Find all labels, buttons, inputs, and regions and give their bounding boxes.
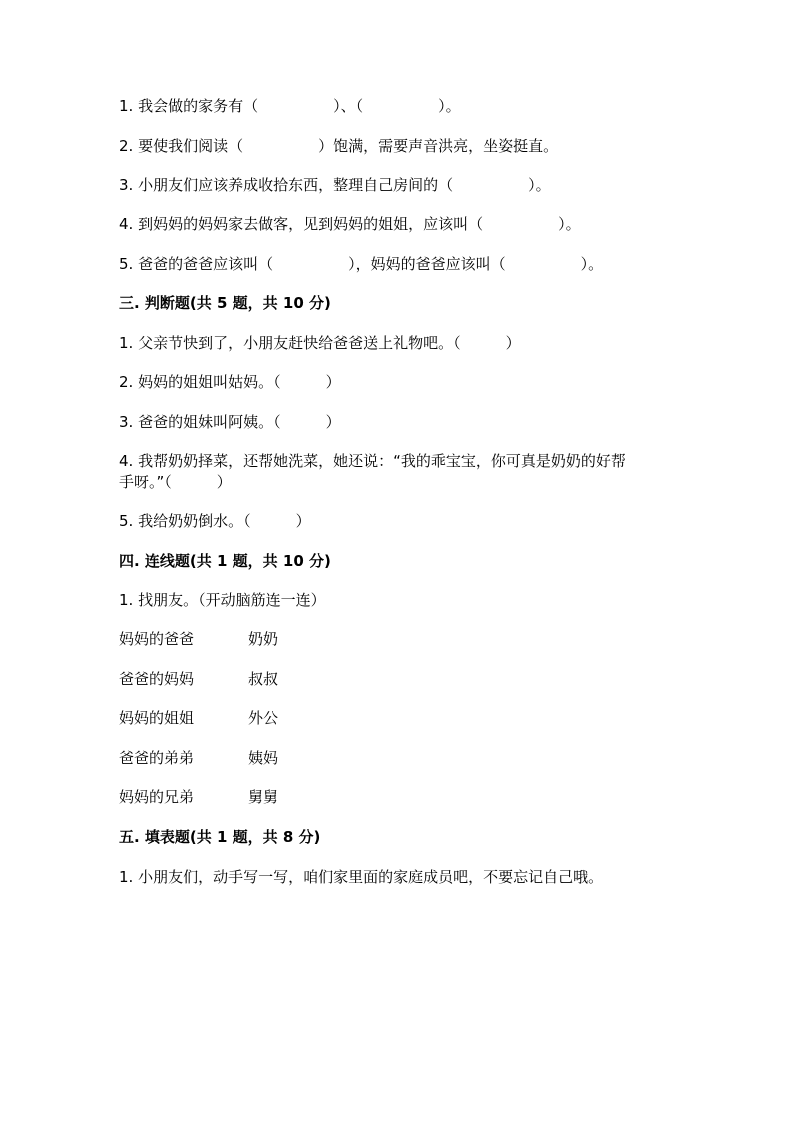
judge-question-3: 3. 爸爸的姐妹叫阿姨。（ ） bbox=[119, 413, 341, 431]
section-3-heading: 三. 判断题(共 5 题，共 10 分) bbox=[119, 294, 331, 312]
fill-question-5: 5. 爸爸的爸爸应该叫（ ），妈妈的爸爸应该叫（ ）。 bbox=[119, 255, 604, 273]
match-right-item: 舅舅 bbox=[248, 788, 279, 806]
match-right-item: 外公 bbox=[248, 709, 279, 727]
match-question-1: 1. 找朋友。（开动脑筋连一连） bbox=[119, 591, 326, 609]
table-question-1: 1. 小朋友们，动手写一写，咱们家里面的家庭成员吧，不要忘记自己哦。 bbox=[119, 868, 604, 886]
match-left-item: 妈妈的爸爸 bbox=[119, 630, 195, 648]
match-right-item: 奶奶 bbox=[248, 630, 279, 648]
judge-question-5: 5. 我给奶奶倒水。（ ） bbox=[119, 512, 311, 530]
fill-question-4: 4. 到妈妈的妈妈家去做客，见到妈妈的姐姐，应该叫（ ）。 bbox=[119, 215, 581, 233]
match-left-item: 爸爸的妈妈 bbox=[119, 670, 195, 688]
match-left-item: 妈妈的兄弟 bbox=[119, 788, 195, 806]
judge-question-2: 2. 妈妈的姐姐叫姑妈。（ ） bbox=[119, 373, 341, 391]
fill-question-2: 2. 要使我们阅读（ ）饱满，需要声音洪亮，坐姿挺直。 bbox=[119, 137, 559, 155]
section-5-heading: 五. 填表题(共 1 题，共 8 分) bbox=[119, 828, 321, 846]
match-right-item: 姨妈 bbox=[248, 749, 279, 767]
judge-question-4-line-1: 4. 我帮奶奶择菜，还帮她洗菜，她还说：“我的乖宝宝，你可真是奶奶的好帮 bbox=[119, 452, 626, 470]
fill-question-3: 3. 小朋友们应该养成收拾东西，整理自己房间的（ ）。 bbox=[119, 176, 551, 194]
fill-question-1: 1. 我会做的家务有（ ）、（ ）。 bbox=[119, 97, 461, 115]
judge-question-4-line-2: 手呀。”（ ） bbox=[119, 473, 232, 491]
match-left-item: 爸爸的弟弟 bbox=[119, 749, 195, 767]
section-4-heading: 四. 连线题(共 1 题，共 10 分) bbox=[119, 552, 331, 570]
judge-question-1: 1. 父亲节快到了，小朋友赶快给爸爸送上礼物吧。（ ） bbox=[119, 334, 521, 352]
match-right-item: 叔叔 bbox=[248, 670, 279, 688]
match-left-item: 妈妈的姐姐 bbox=[119, 709, 195, 727]
